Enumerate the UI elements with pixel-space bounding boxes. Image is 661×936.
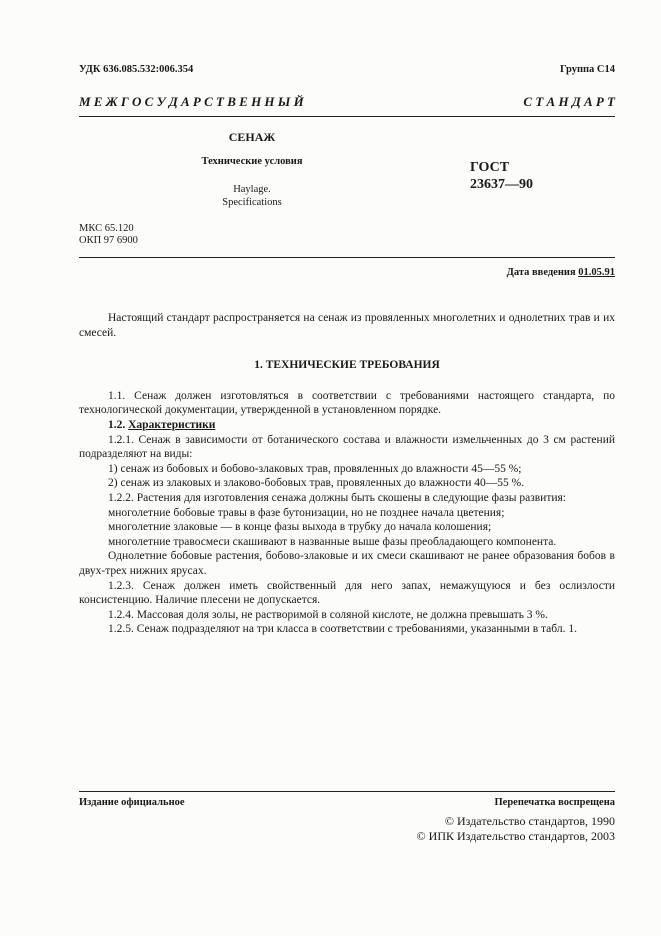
clause-1-2-3: 1.2.3. Сенаж должен иметь свойственный для него запах, немажущуюся и без ослизлости консистенцию. Наличие плесени не допускается.: [79, 579, 615, 607]
section-heading: 1. ТЕХНИЧЕСКИЕ ТРЕБОВАНИЯ: [254, 359, 440, 372]
clause-1-2-2-item-1: многолетние бобовые травы в фазе бутонизации, но не позднее начала цветения;: [108, 506, 505, 519]
copyright-1990: © Издательство стандартов, 1990: [444, 814, 615, 828]
bottom-rule: [79, 791, 615, 792]
copyright-2003: © ИПК Издательство стандартов, 2003: [416, 829, 615, 843]
official-edition: Издание официальное: [79, 797, 185, 808]
clause-1-2-1-item-1: 1) сенаж из бобовых и бобово-злаковых трав, провяленных до влажности 45—55 %;: [108, 462, 522, 475]
reprint-notice: Перепечатка воспрещена: [494, 797, 615, 808]
clause-1-1: 1.1. Сенаж должен изготовляться в соответствии с требованиями настоящего стандарта, по технологической документации, утвержденной в установленном порядке.: [79, 389, 615, 417]
document-body: [79, 311, 615, 637]
intro-paragraph: Настоящий стандарт распространяется на сенаж из провяленных многолетних и однолетних трав и их смесей.: [79, 312, 615, 339]
clause-1-2-2: 1.2.2. Растения для изготовления сенажа должны быть скошены в следующие фазы развития:: [108, 491, 567, 504]
top-rule: [79, 116, 615, 117]
clause-1-2-1: 1.2.1. Сенаж в зависимости от ботанического состава и влажности измельченных до 3 см растений подразделяют на виды:: [79, 433, 615, 461]
okp-code: ОКП 97 6900: [79, 235, 138, 246]
clause-1-2-2-item-2: многолетние злаковые — в конце фазы выхода в трубку до начала колошения;: [108, 521, 492, 534]
gost-label: ГОСТ: [470, 160, 510, 175]
clause-1-2-5: 1.2.5. Сенаж подразделяют на три класса в соответствии с требованиями, указанными в табл. 1.: [108, 623, 577, 636]
gost-number: 23637—90: [470, 177, 533, 192]
introduction-date-label: Дата введения: [506, 267, 576, 278]
introduction-date-value: 01.05.91: [578, 267, 615, 278]
clause-1-2-4: 1.2.4. Массовая доля золы, не растворимой в соляной кислоте, не должна превышать 3 %.: [108, 608, 548, 621]
clause-1-2-number: 1.2.: [108, 418, 126, 431]
clause-1-2-2-annual: Однолетние бобовые растения, бобово-злаковые и их смеси скашивают не ранее образования бобов в двух-трех нижних ярусах.: [79, 550, 615, 577]
clause-1-2-title: Характеристики: [128, 418, 216, 431]
english-subtitle: Specifications: [222, 197, 282, 208]
banner-word-interstate: М Е Ж Г О С У Д А Р С Т В Е Н Н Ы Й: [79, 94, 304, 109]
clause-1-2-1-item-2: 2) сенаж из злаковых и злаково-бобовых трав, провяленных до влажности 40—55 %.: [108, 477, 525, 490]
document-subtitle: Технические условия: [201, 156, 303, 167]
gost-designation: [470, 159, 590, 193]
udk-code: УДК 636.085.532:006.354: [79, 64, 194, 75]
introduction-date: [507, 267, 615, 278]
mks-code: МКС 65.120: [79, 223, 134, 234]
standard-banner: [79, 94, 615, 110]
clause-1-2: [79, 418, 615, 433]
clause-1-2-2-item-3: многолетние травосмеси скашивают в названные выше фазы преобладающего компонента.: [108, 535, 557, 548]
banner-word-standard: С Т А Н Д А Р Т: [523, 94, 615, 109]
middle-rule: [79, 257, 615, 258]
document-title: СЕНАЖ: [228, 130, 276, 144]
english-title: Haylage.: [233, 184, 271, 195]
group-code: Группа С14: [559, 64, 615, 75]
